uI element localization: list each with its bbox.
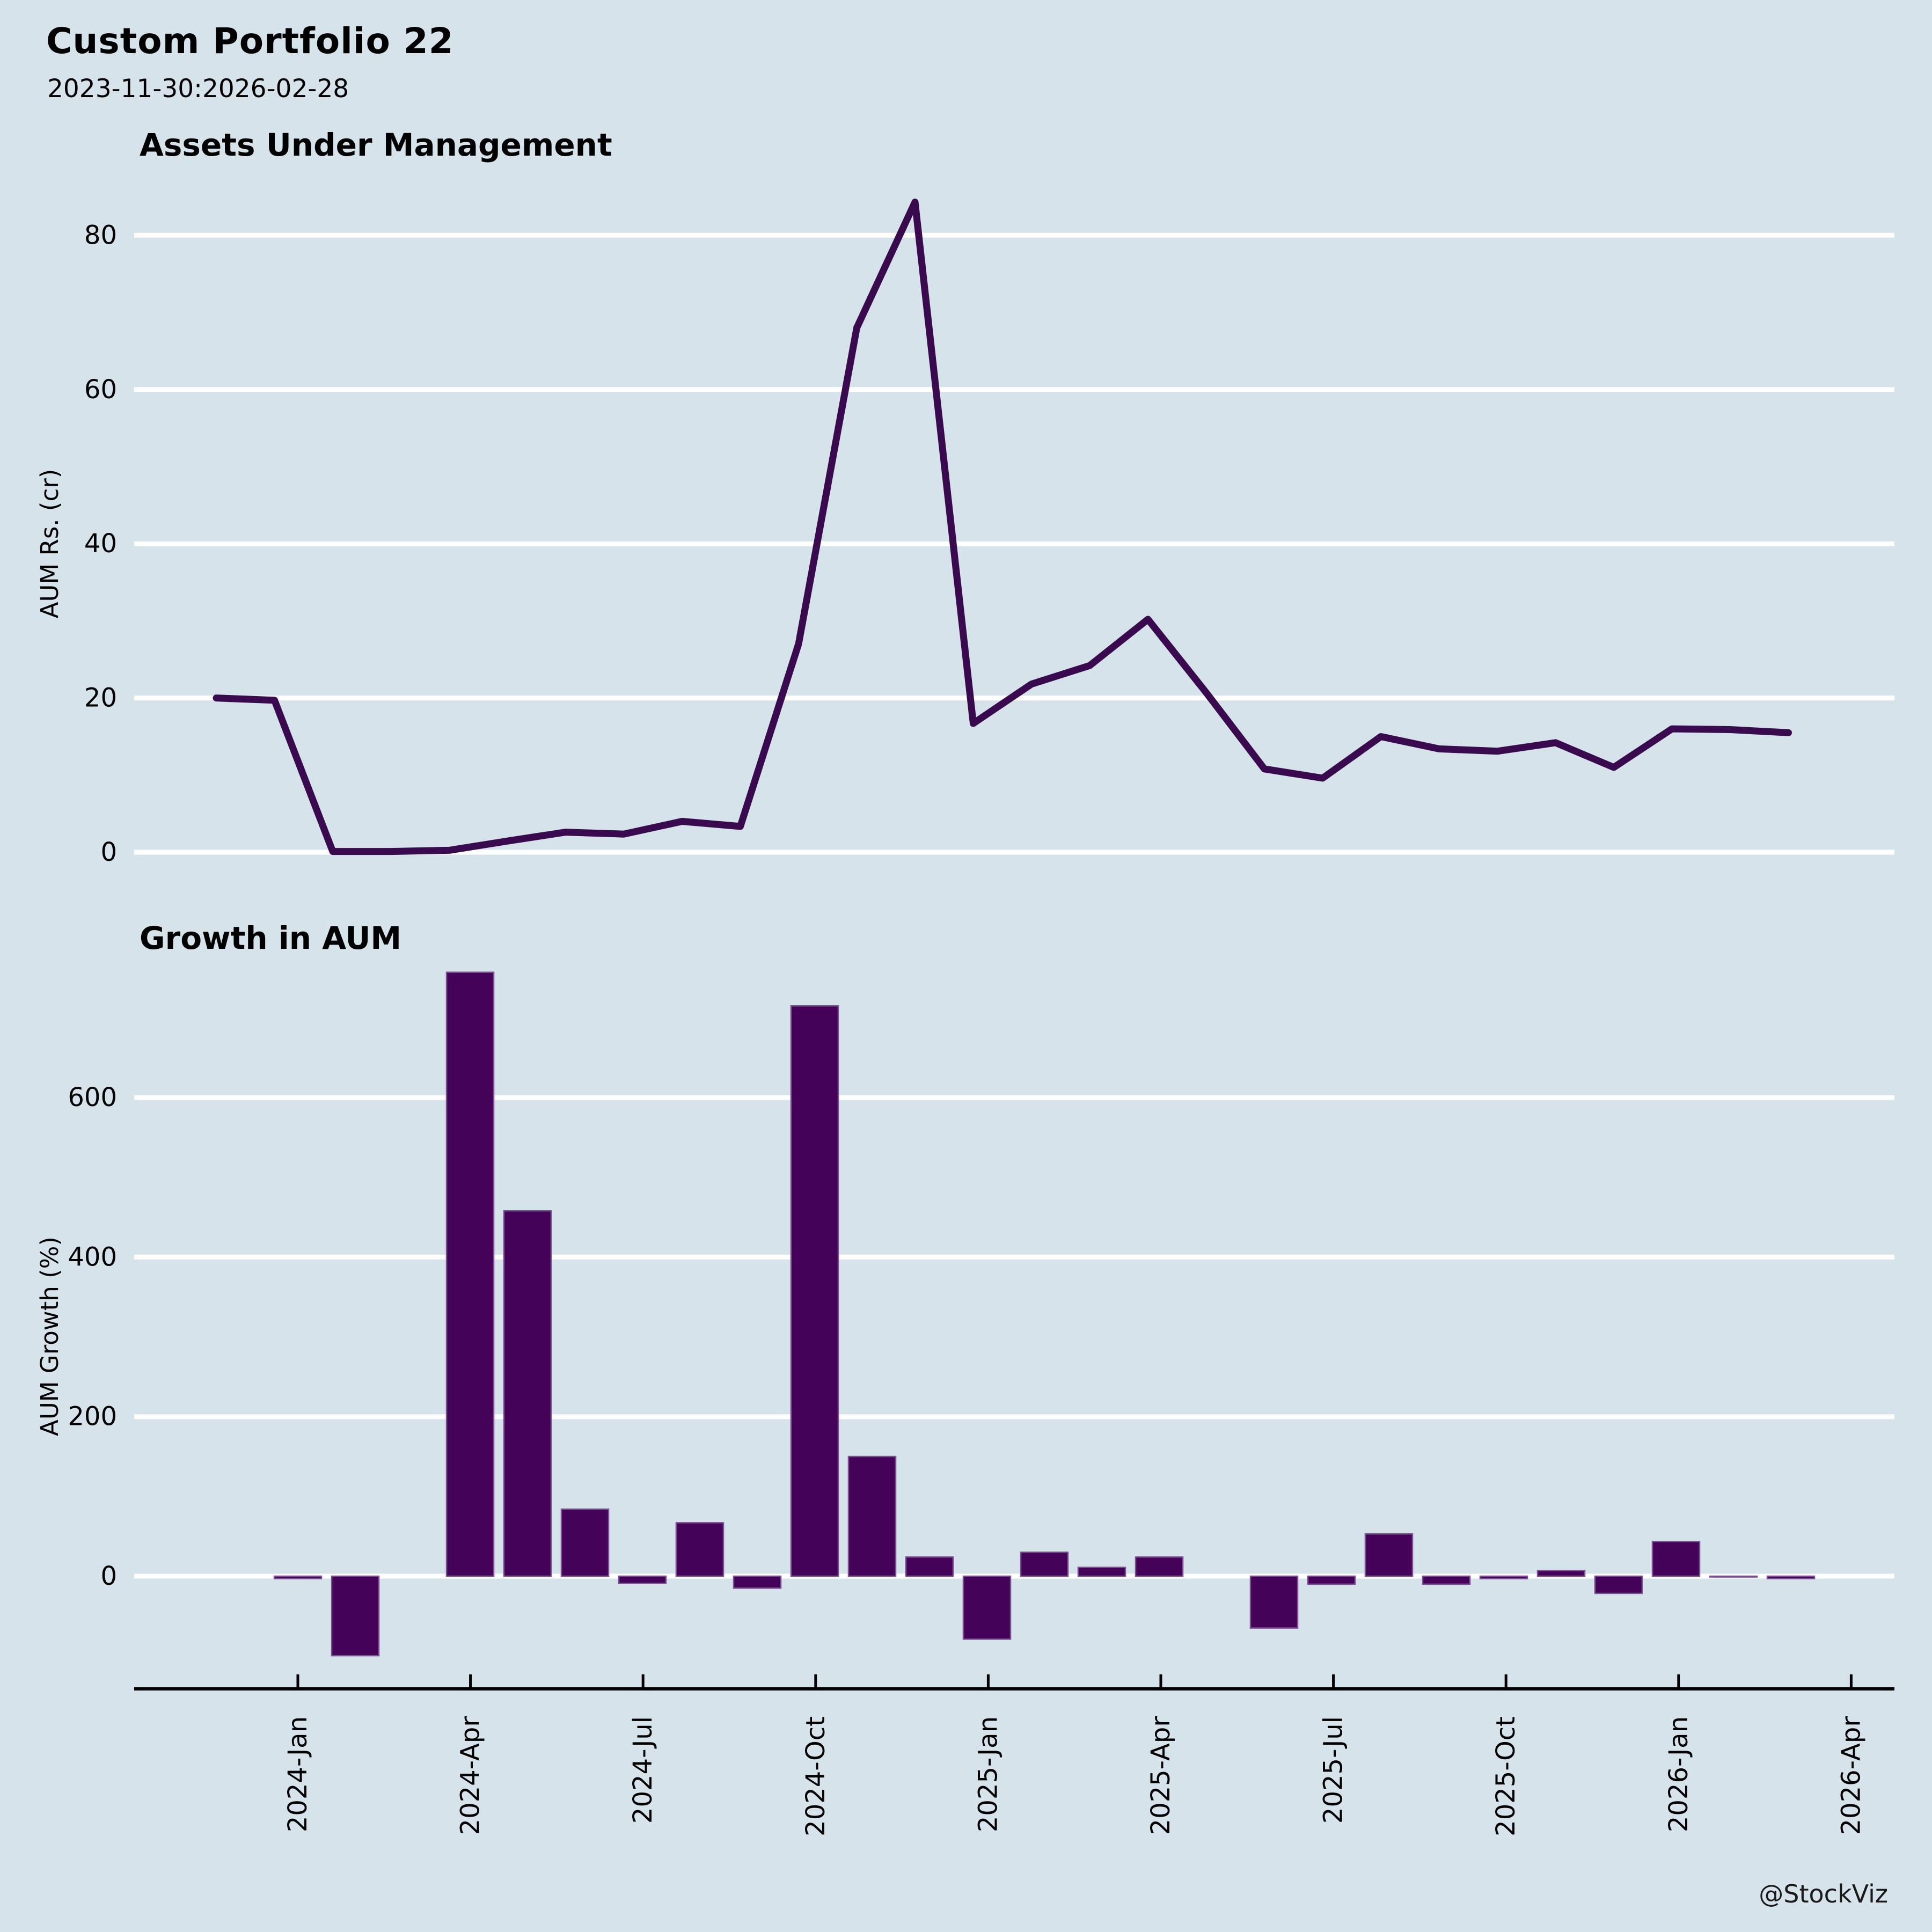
growth-bar: [906, 1557, 953, 1576]
growth-bar: [1021, 1552, 1068, 1576]
growth-bar: [1480, 1576, 1527, 1579]
y-tick-label: 0: [100, 837, 117, 867]
aum-line: [216, 202, 1789, 852]
y-tick-label: 60: [84, 374, 117, 405]
x-tick-label: 2024-Oct: [800, 1716, 831, 1836]
watermark-credit: @StockViz: [1759, 1879, 1888, 1908]
growth-bar: [619, 1576, 666, 1583]
x-tick-label: 2025-Apr: [1146, 1716, 1176, 1835]
growth-bar: [1365, 1534, 1413, 1576]
x-tick-label: 2025-Jul: [1318, 1716, 1349, 1824]
x-tick-label: 2026-Apr: [1836, 1716, 1867, 1835]
growth-bar: [848, 1457, 896, 1576]
x-tick-label: 2025-Jan: [973, 1716, 1004, 1833]
growth-bar: [1078, 1568, 1125, 1576]
x-tick-label: 2024-Apr: [455, 1716, 486, 1835]
growth-bar: [791, 1006, 838, 1576]
growth-bar: [676, 1523, 723, 1576]
y-tick-label: 80: [84, 220, 117, 251]
growth-bar: [1308, 1576, 1355, 1584]
y-tick-label: 400: [68, 1242, 117, 1272]
growth-bar: [1423, 1576, 1470, 1584]
x-tick-label: 2026-Jan: [1663, 1716, 1694, 1833]
growth-bar: [1767, 1576, 1814, 1579]
growth-bar: [1136, 1557, 1183, 1576]
growth-bar: [1652, 1541, 1700, 1576]
y-tick-label: 200: [68, 1401, 117, 1432]
growth-bar: [1595, 1576, 1642, 1593]
y-tick-label: 20: [84, 683, 117, 713]
growth-bar: [447, 972, 494, 1576]
growth-bar: [1710, 1576, 1757, 1577]
page-title: Custom Portfolio 22: [46, 20, 454, 62]
growth-bar: [963, 1576, 1011, 1639]
y-tick-label: 600: [68, 1082, 117, 1113]
x-tick-label: 2024-Jul: [628, 1716, 658, 1824]
x-tick-label: 2025-Oct: [1491, 1716, 1521, 1836]
growth-bar: [561, 1509, 609, 1576]
y-tick-label: 0: [100, 1561, 117, 1591]
growth-chart-title: Growth in AUM: [140, 920, 402, 956]
growth-bar: [332, 1576, 379, 1656]
growth-bar: [504, 1211, 551, 1576]
growth-bar: [1250, 1576, 1298, 1628]
growth-bar: [734, 1576, 781, 1588]
growth-bar: [1538, 1571, 1585, 1576]
aum-chart-title: Assets Under Management: [140, 127, 612, 163]
aum-y-axis-label: AUM Rs. (cr): [35, 469, 64, 619]
page-subtitle: 2023-11-30:2026-02-28: [47, 74, 349, 104]
x-tick-label: 2024-Jan: [283, 1716, 313, 1833]
growth-y-axis-label: AUM Growth (%): [35, 1236, 64, 1436]
y-tick-label: 40: [84, 529, 117, 559]
growth-bar: [274, 1576, 321, 1579]
